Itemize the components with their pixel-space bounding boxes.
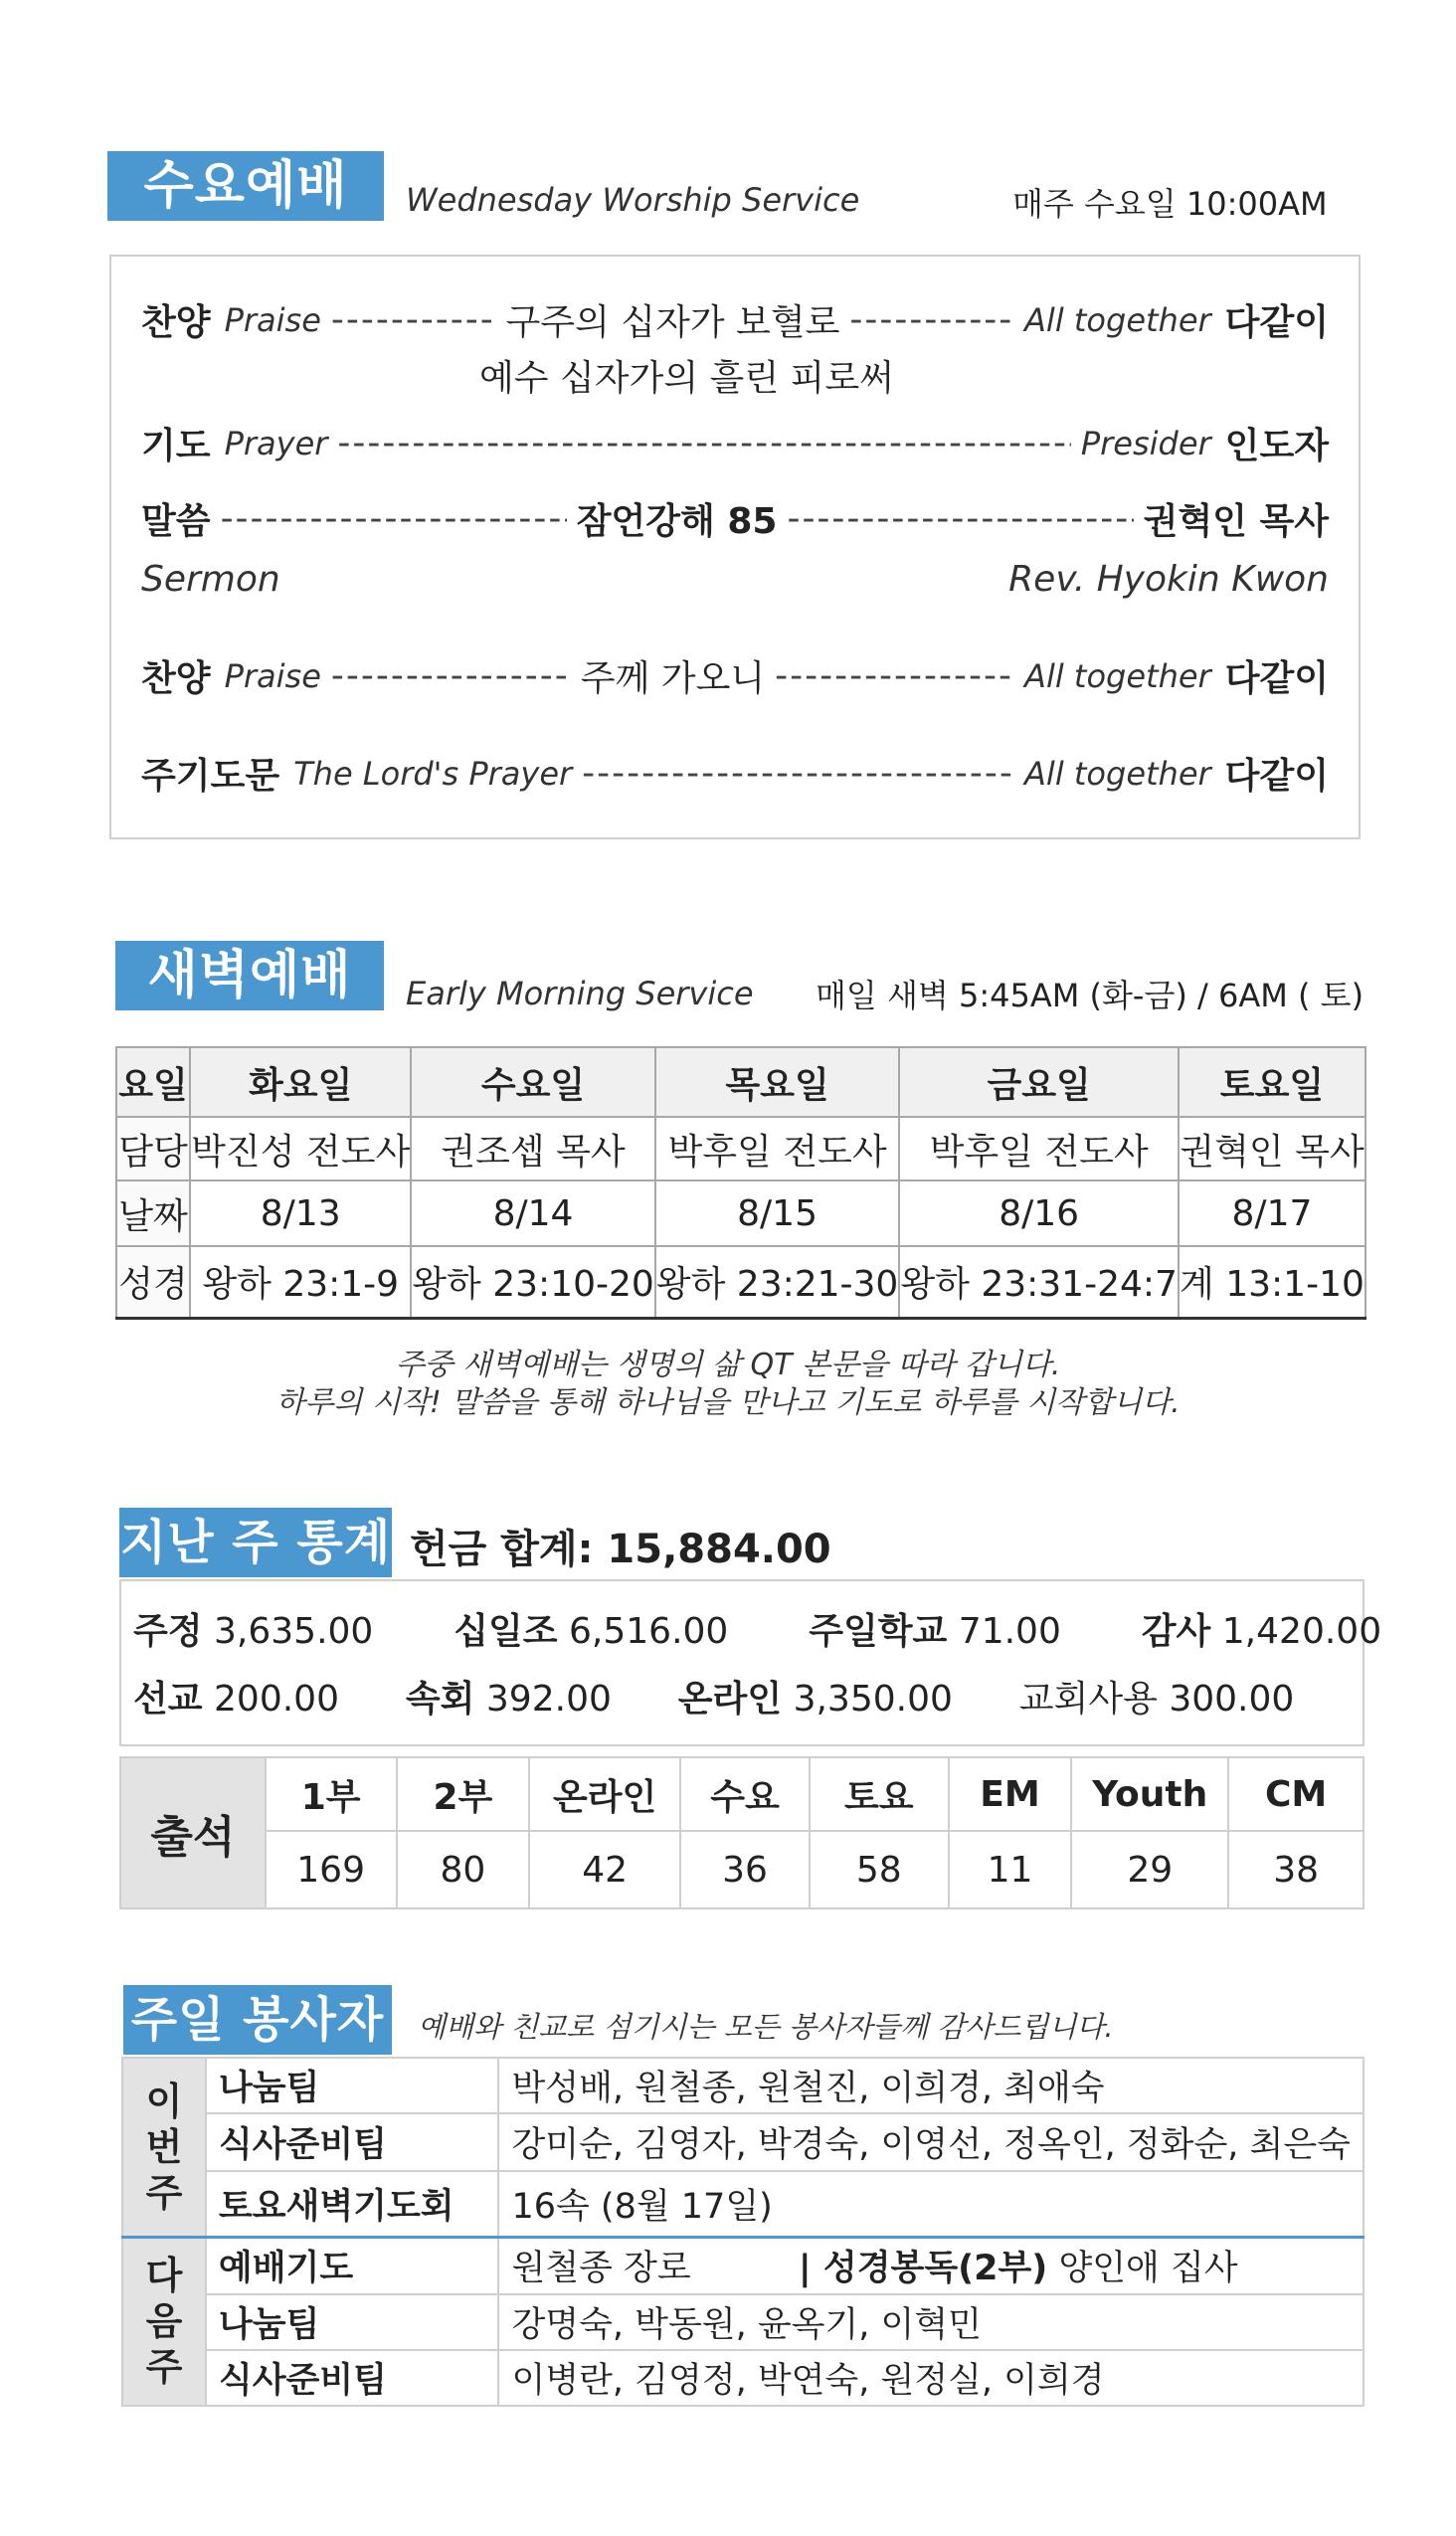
attendance-header: 1부 bbox=[266, 1757, 397, 1831]
dash-leader bbox=[337, 423, 1070, 463]
table-row bbox=[116, 1117, 1365, 1180]
morning-service-subtitle: Early Morning Service bbox=[406, 975, 754, 1012]
praise-label-en: Praise bbox=[224, 656, 321, 695]
table-cell: 권조셉 목사 bbox=[411, 1117, 655, 1180]
offering-value: 200.00 bbox=[214, 1679, 339, 1720]
table-row bbox=[122, 2294, 1364, 2350]
volunteer-names-row bbox=[498, 2237, 1364, 2294]
praise-title: 구주의 십자가 보혈로 bbox=[505, 302, 840, 343]
morning-service-tag: 새벽예배 bbox=[115, 941, 384, 1010]
table-cell: 8/17 bbox=[1179, 1180, 1365, 1246]
attendance-value: 80 bbox=[397, 1831, 530, 1908]
prayer-row bbox=[141, 418, 1329, 468]
dash-leader bbox=[331, 655, 571, 696]
offering-label: 십일조 bbox=[454, 1611, 558, 1652]
volunteer-names: 원철종 장로 bbox=[511, 2249, 691, 2289]
praise-label: 찬양 bbox=[141, 658, 211, 699]
morning-note-2: 하루의 시작! 말씀을 통해 하나님을 만나고 기도로 하루를 시작합니다. bbox=[275, 1385, 1181, 1420]
prayer-label: 기도 bbox=[141, 426, 211, 466]
volunteer-names: 박성배, 원철종, 원철진, 이희경, 최애숙 bbox=[498, 2058, 1364, 2113]
table-cell: 계 13:1-10 bbox=[1179, 1246, 1365, 1318]
offering-value: 71.00 bbox=[958, 1611, 1061, 1652]
attendance-header: CM bbox=[1228, 1757, 1364, 1831]
praise-title-line2: 예수 십자가의 흘린 피로써 bbox=[479, 358, 894, 399]
attendance-table bbox=[119, 1756, 1365, 1909]
table-row bbox=[122, 2058, 1364, 2113]
praise-leader: 다같이 bbox=[1224, 658, 1330, 699]
offering-value: 1,420.00 bbox=[1221, 1611, 1382, 1652]
dash-leader bbox=[787, 498, 1133, 539]
offering-label: 감사 bbox=[1141, 1611, 1211, 1652]
offering-label: 온라인 bbox=[677, 1679, 783, 1720]
offering-value: 392.00 bbox=[485, 1679, 612, 1720]
stats-tag: 지난 주 통계 bbox=[119, 1508, 392, 1577]
attendance-header: EM bbox=[949, 1757, 1072, 1831]
volunteers-table bbox=[121, 2057, 1365, 2407]
header-cell: 화요일 bbox=[190, 1047, 411, 1117]
attendance-label: 출석 bbox=[120, 1757, 266, 1908]
dash-leader bbox=[221, 498, 567, 539]
header-cell: 토요일 bbox=[1179, 1047, 1365, 1117]
table-row bbox=[122, 2237, 1364, 2294]
morning-service-schedule: 매일 새벽 5:45AM (화-금) / 6AM ( 토) bbox=[816, 977, 1365, 1014]
volunteer-role: 토요새벽기도회 bbox=[206, 2171, 499, 2237]
lords-prayer-label-en: The Lord's Prayer bbox=[293, 754, 573, 793]
table-cell: 왕하 23:21-30 bbox=[655, 1246, 900, 1318]
attendance-header: 2부 bbox=[397, 1757, 530, 1831]
volunteer-role: 나눔팀 bbox=[206, 2294, 499, 2350]
dash-leader bbox=[775, 655, 1014, 696]
lords-prayer-leader-en: All together bbox=[1024, 754, 1211, 793]
attendance-value: 29 bbox=[1071, 1831, 1228, 1908]
dash-leader bbox=[582, 753, 1014, 794]
sermon-title: 잠언강해 85 bbox=[576, 501, 778, 542]
offering-total-label: 헌금 합계: bbox=[410, 1527, 594, 1572]
praise-leader-en: All together bbox=[1024, 656, 1211, 695]
wednesday-service-tag: 수요예배 bbox=[107, 151, 384, 221]
lords-prayer-leader: 다같이 bbox=[1224, 756, 1329, 797]
praise-leader: 다같이 bbox=[1224, 302, 1329, 343]
attendance-value: 38 bbox=[1228, 1831, 1364, 1908]
offering-value: 300.00 bbox=[1169, 1679, 1295, 1720]
table-cell: 왕하 23:31-24:7 bbox=[899, 1246, 1179, 1318]
attendance-value: 11 bbox=[949, 1831, 1072, 1908]
row-label: 담당 bbox=[116, 1117, 190, 1180]
attendance-header: 온라인 bbox=[529, 1757, 680, 1831]
table-cell: 박후일 전도사 bbox=[899, 1117, 1179, 1180]
lords-prayer-label: 주기도문 bbox=[141, 756, 280, 797]
volunteer-names: 이병란, 김영정, 박연숙, 원정실, 이희경 bbox=[498, 2350, 1364, 2406]
table-cell: 권혁인 목사 bbox=[1179, 1117, 1365, 1180]
offering-value: 3,635.00 bbox=[214, 1611, 374, 1652]
attendance-header: 수요 bbox=[680, 1757, 810, 1831]
table-row bbox=[122, 2113, 1364, 2171]
lords-prayer-row bbox=[141, 748, 1329, 799]
sermon-preacher: 권혁인 목사 bbox=[1143, 501, 1330, 542]
offering-line-2 bbox=[133, 1671, 1294, 1721]
offering-value: 6,516.00 bbox=[569, 1611, 729, 1652]
prayer-label-en: Prayer bbox=[224, 424, 328, 462]
wednesday-service-subtitle: Wednesday Worship Service bbox=[406, 181, 860, 219]
table-cell: 박진성 전도사 bbox=[190, 1117, 411, 1180]
offering-box bbox=[119, 1579, 1382, 1746]
table-cell: 왕하 23:10-20 bbox=[411, 1246, 655, 1318]
next-week-label: 다 음 주 bbox=[122, 2237, 206, 2406]
table-cell: 8/13 bbox=[190, 1180, 411, 1246]
table-cell: 왕하 23:1-9 bbox=[190, 1246, 411, 1318]
praise-leader-en: All together bbox=[1024, 300, 1211, 339]
offering-total bbox=[410, 1518, 831, 1574]
header-cell: 목요일 bbox=[655, 1047, 900, 1117]
sermon-en-row bbox=[141, 559, 1329, 600]
praise-label: 찬양 bbox=[141, 302, 211, 343]
volunteer-role: 식사준비팀 bbox=[206, 2350, 499, 2406]
volunteers-subtitle: 예배와 친교로 섬기시는 모든 봉사자들께 감사드립니다. bbox=[418, 2010, 1114, 2044]
sermon-label-en: Sermon bbox=[141, 559, 280, 600]
offering-total-value: 15,884.00 bbox=[607, 1527, 831, 1572]
offering-line-1 bbox=[133, 1603, 1381, 1654]
praise-label-en: Praise bbox=[224, 300, 321, 339]
header-cell: 요일 bbox=[116, 1047, 190, 1117]
volunteer-names: 강미순, 김영자, 박경숙, 이영선, 정옥인, 정화순, 최은숙 bbox=[498, 2113, 1364, 2171]
table-row bbox=[116, 1246, 1365, 1318]
wednesday-order-box bbox=[109, 255, 1361, 839]
praise-row-2 bbox=[141, 650, 1329, 701]
attendance-value: 58 bbox=[810, 1831, 949, 1908]
attendance-value: 169 bbox=[266, 1831, 397, 1908]
wednesday-service-schedule: 매주 수요일 10:00AM bbox=[1012, 185, 1328, 223]
morning-schedule-table bbox=[115, 1046, 1366, 1320]
offering-label: 속회 bbox=[405, 1679, 475, 1720]
scripture-reader: 양인애 집사 bbox=[1058, 2249, 1238, 2289]
table-cell: 8/14 bbox=[411, 1180, 655, 1246]
volunteer-names: 16속 (8월 17일) bbox=[498, 2171, 1364, 2237]
scripture-reading-label: | 성경봉독(2부) bbox=[798, 2249, 1048, 2289]
row-label: 성경 bbox=[116, 1246, 190, 1318]
table-row bbox=[122, 2350, 1364, 2406]
sermon-row bbox=[141, 493, 1329, 544]
attendance-header: Youth bbox=[1071, 1757, 1228, 1831]
praise-row-1 bbox=[141, 294, 1329, 345]
volunteer-role: 예배기도 bbox=[206, 2237, 499, 2294]
praise-title: 주께 가오니 bbox=[580, 658, 766, 699]
attendance-value: 36 bbox=[680, 1831, 810, 1908]
table-cell: 8/16 bbox=[899, 1180, 1179, 1246]
sermon-preacher-en: Rev. Hyokin Kwon bbox=[1008, 559, 1329, 600]
morning-note-1: 주중 새벽예배는 생명의 삶 QT 본문을 따라 갑니다. bbox=[395, 1348, 1061, 1382]
row-label: 날짜 bbox=[116, 1180, 190, 1246]
volunteer-role: 식사준비팀 bbox=[206, 2113, 499, 2171]
offering-label: 선교 bbox=[133, 1679, 203, 1720]
offering-label: 교회사용 bbox=[1018, 1679, 1158, 1720]
header-cell: 금요일 bbox=[899, 1047, 1179, 1117]
offering-value: 3,350.00 bbox=[793, 1679, 953, 1720]
offering-label: 주정 bbox=[133, 1611, 203, 1652]
offering-label: 주일학교 bbox=[809, 1611, 948, 1652]
table-cell: 8/15 bbox=[655, 1180, 900, 1246]
header-cell: 수요일 bbox=[411, 1047, 655, 1117]
prayer-leader: 인도자 bbox=[1224, 426, 1329, 466]
dash-leader bbox=[331, 299, 496, 340]
table-row bbox=[122, 2171, 1364, 2237]
sermon-label: 말씀 bbox=[141, 501, 211, 542]
table-cell: 박후일 전도사 bbox=[655, 1117, 900, 1180]
table-row bbox=[116, 1180, 1365, 1246]
volunteers-tag: 주일 봉사자 bbox=[123, 1985, 392, 2055]
volunteer-role: 나눔팀 bbox=[206, 2058, 499, 2113]
volunteer-names: 강명숙, 박동원, 윤옥기, 이혁민 bbox=[498, 2294, 1364, 2350]
prayer-leader-en: Presider bbox=[1080, 424, 1211, 462]
this-week-label: 이 번 주 bbox=[122, 2058, 206, 2237]
dash-leader bbox=[849, 299, 1014, 340]
attendance-value: 42 bbox=[529, 1831, 680, 1908]
attendance-header: 토요 bbox=[810, 1757, 949, 1831]
